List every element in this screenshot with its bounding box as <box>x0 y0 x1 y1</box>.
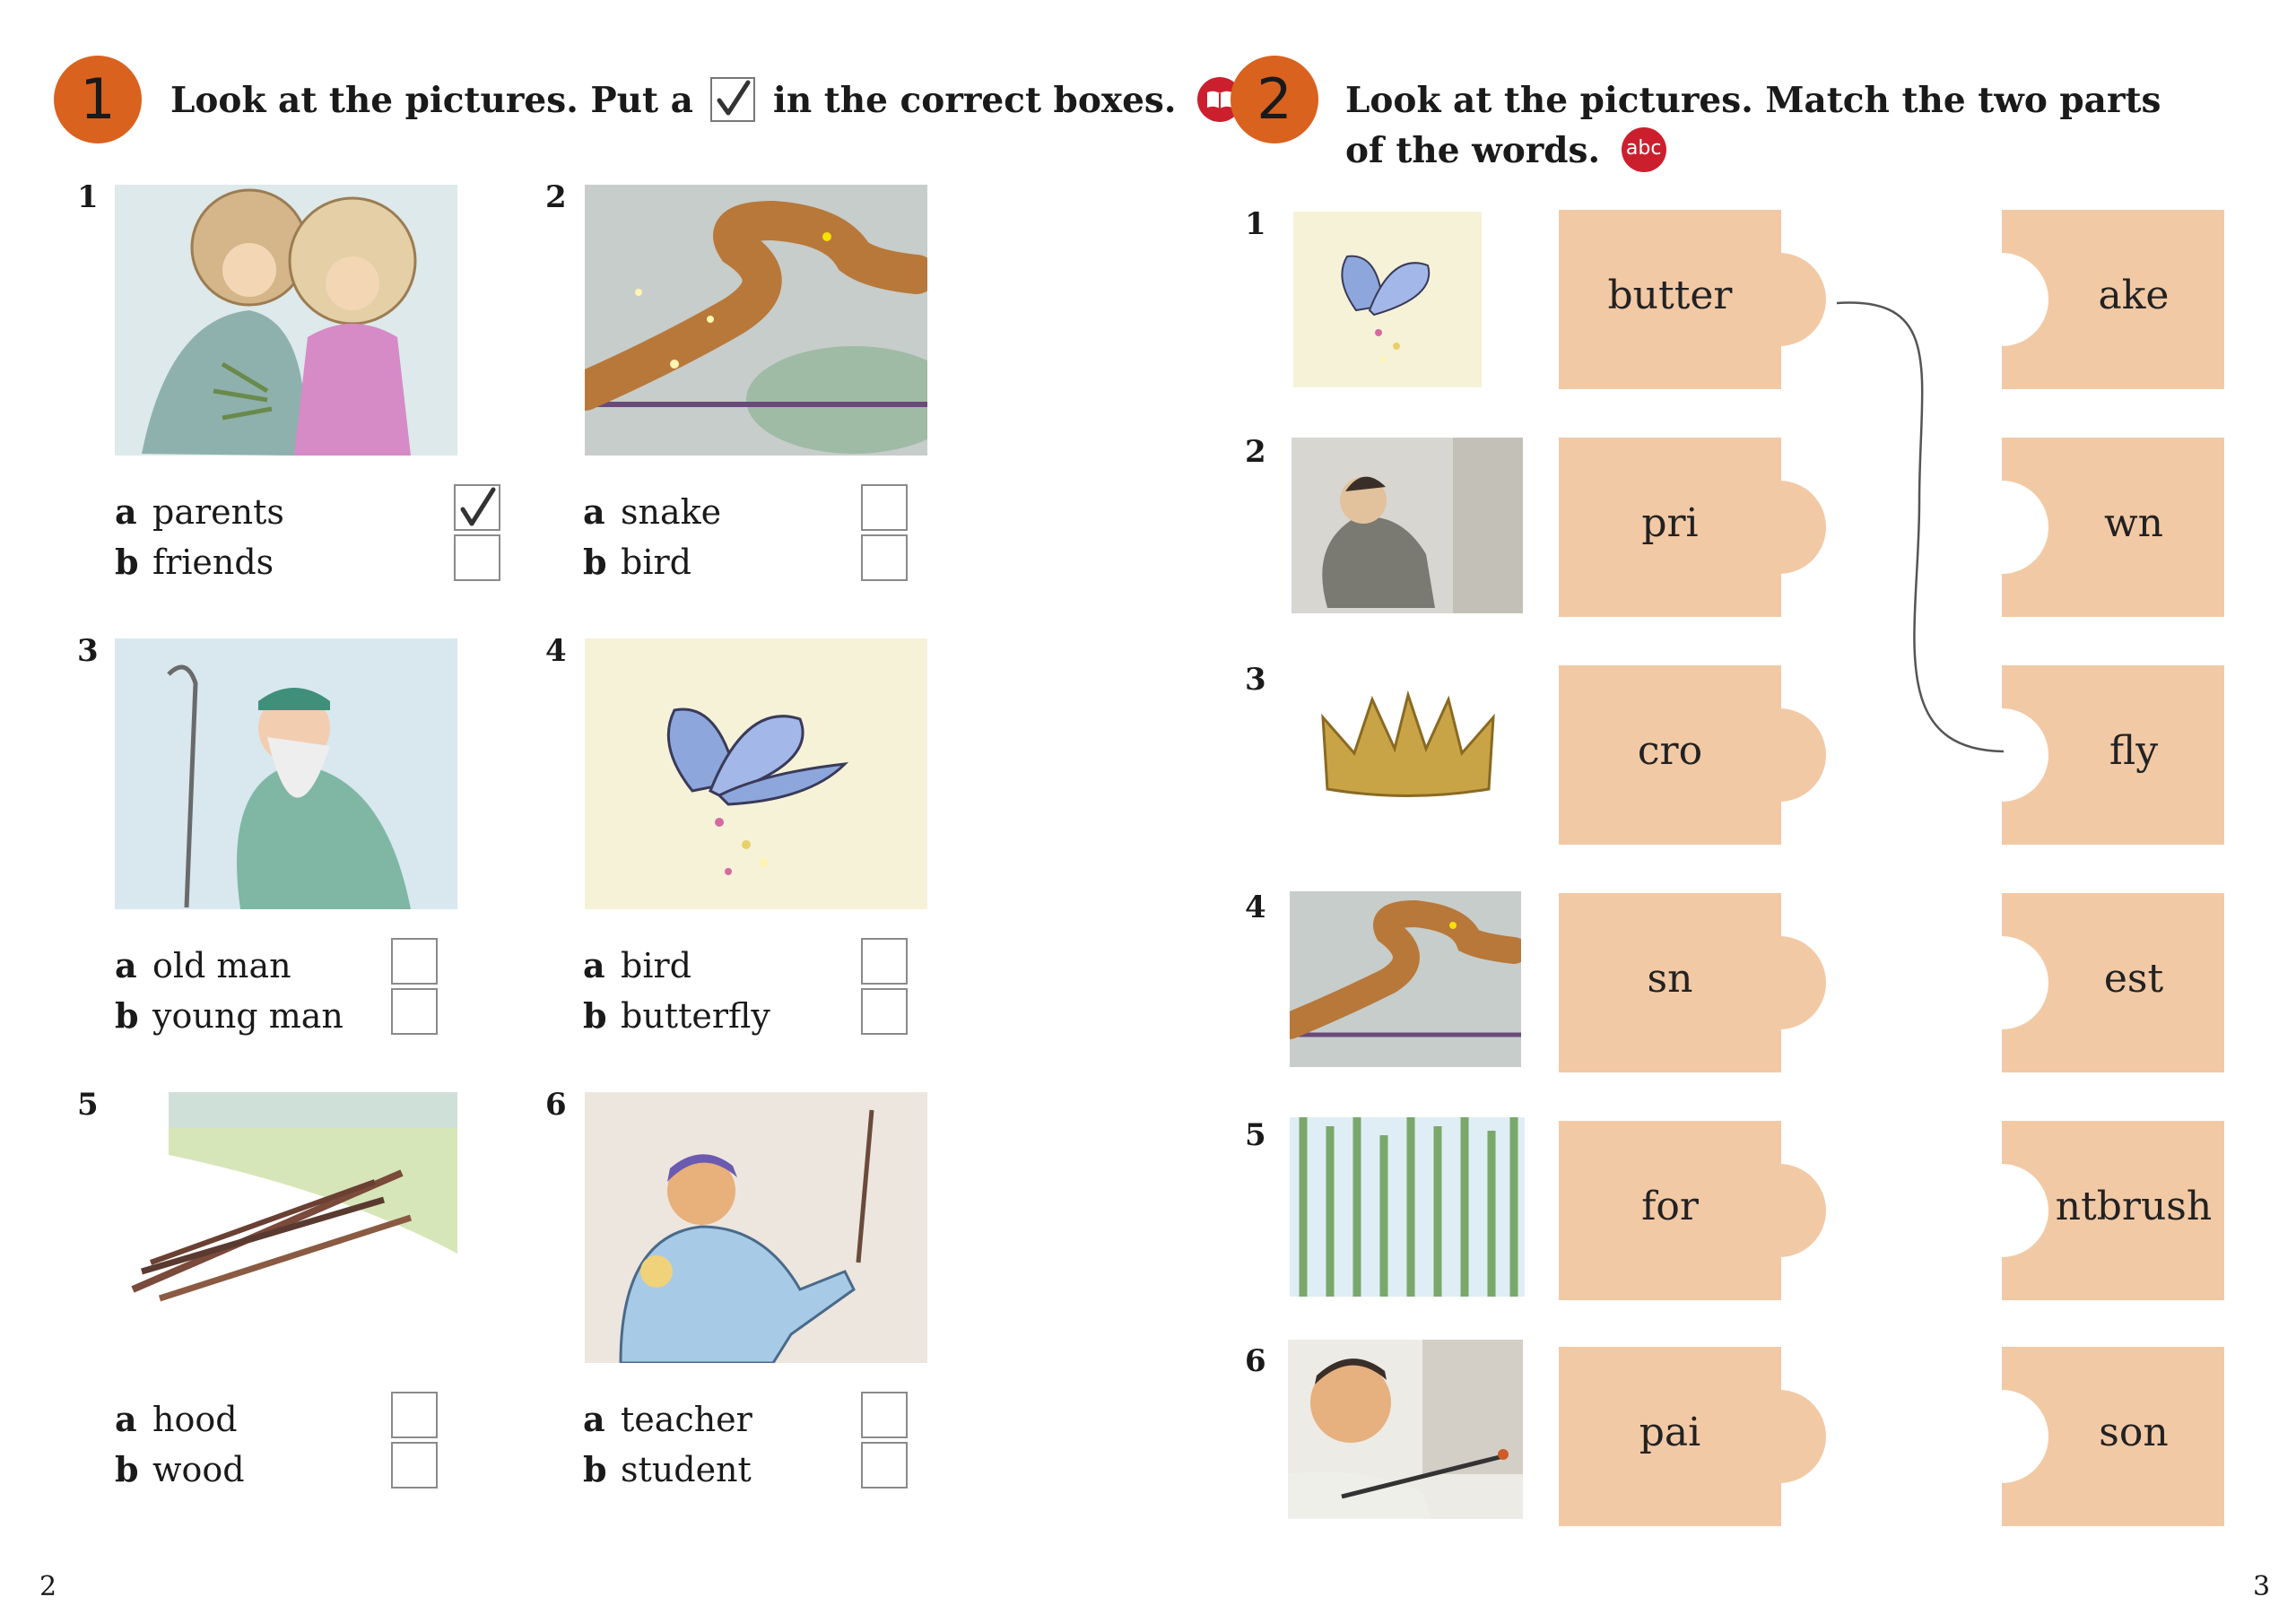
word-end-label: est <box>2103 956 2164 1002</box>
word-end-label: ntbrush <box>2055 1184 2213 1229</box>
exercise-2-badge: 2 <box>1231 56 1318 143</box>
item-4-number: 4 <box>545 633 567 669</box>
instruction-text-2: in the correct boxes. <box>773 80 1177 121</box>
row-4-number: 4 <box>1245 890 1266 925</box>
abc-icon: abc <box>1622 127 1666 172</box>
item-1-option-b: b friends <box>115 542 274 582</box>
word-end-label: ake <box>2098 273 2170 318</box>
item-6-option-a: a teacher <box>583 1399 752 1439</box>
word-start-label: sn <box>1647 956 1693 1002</box>
item-5-option-b: b wood <box>115 1449 245 1489</box>
row-6-number: 6 <box>1245 1343 1266 1379</box>
word-start-label: pai <box>1639 1410 1701 1455</box>
page-number-right: 3 <box>2253 1571 2271 1602</box>
word-end-label: son <box>2099 1410 2169 1455</box>
exercise-2-instruction-line1: Look at the pictures. Match the two parts <box>1345 80 2161 121</box>
word-start-label: pri <box>1641 500 1699 546</box>
item-1-option-a: a parents <box>115 491 284 532</box>
instruction-text-1: Look at the pictures. Put a <box>170 80 693 121</box>
row-2-number: 2 <box>1245 434 1266 470</box>
item-5-number: 5 <box>77 1087 99 1123</box>
row-1-number: 1 <box>1245 206 1266 242</box>
item-4-option-a: a bird <box>583 945 691 985</box>
item-2-number: 2 <box>545 179 567 215</box>
row-5-number: 5 <box>1245 1117 1266 1153</box>
page-number-left: 2 <box>39 1571 57 1602</box>
word-end-label: fly <box>2109 728 2159 774</box>
item-6-number: 6 <box>545 1087 567 1123</box>
word-start-label: cro <box>1637 728 1703 774</box>
word-start-label: butter <box>1607 273 1733 318</box>
word-end-label: wn <box>2104 500 2163 546</box>
item-5-option-a: a hood <box>115 1399 238 1439</box>
item-3-option-a: a old man <box>115 945 291 985</box>
instruction-line2-text: of the words. <box>1345 130 1601 171</box>
item-2-option-b: b bird <box>583 542 691 582</box>
item-4-option-b: b butterfly <box>583 995 770 1036</box>
item-3-number: 3 <box>77 633 99 669</box>
exercise-1-badge: 1 <box>54 56 142 143</box>
item-1-number: 1 <box>77 179 99 215</box>
item-6-option-b: b student <box>583 1449 752 1489</box>
item-2-option-a: a snake <box>583 491 722 532</box>
word-start-label: for <box>1641 1184 1699 1229</box>
row-3-number: 3 <box>1245 662 1266 698</box>
item-3-option-b: b young man <box>115 995 344 1036</box>
